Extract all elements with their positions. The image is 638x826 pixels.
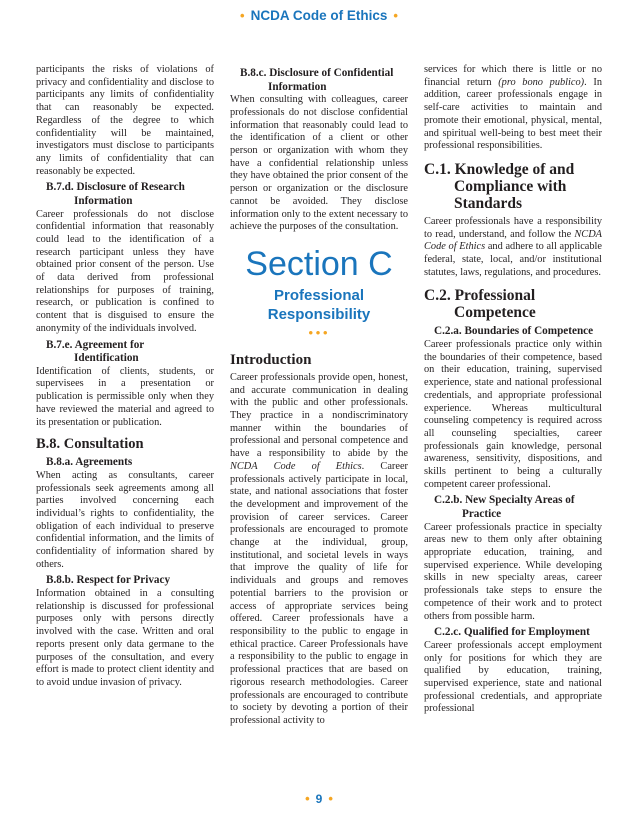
subheading-c2b: C.2.b. New Specialty Areas of Practice (434, 494, 575, 521)
heading-introduction: Introduction (230, 351, 312, 368)
section-title: Section C (245, 244, 393, 283)
column-right (424, 64, 602, 716)
subheading-b8c: B.8.c. Disclosure of Confidential Information (240, 67, 394, 93)
paragraph: Career professionals accept employment only for positions for which they are qualified by education, training, supervised experience, state and national professional credentials, and appropriate professional (424, 639, 602, 715)
column-left (36, 64, 214, 690)
page-number: 9 (315, 792, 323, 806)
paragraph: Career professionals practice only within the boundaries of their competence, based on their education, training, supervised experience, state and national professional credentials, and appropriate professional experience. Whereas multicultural counseling competency is required across all counseling specialties, career professionals gain knowledge, personal awareness, sensitivity, dispositions, and skills pertinent to being a culturally competent career professional. (424, 339, 602, 490)
subheading-b8a: B.8.a. Agreements (46, 456, 133, 469)
bullet-icon: • (240, 8, 245, 23)
bullet-icon: • (393, 8, 398, 23)
bullet-icon: • (305, 791, 310, 806)
column-middle (230, 64, 408, 728)
subheading-b7e: B.7.e. Agreement for Identification (46, 338, 145, 365)
paragraph: services for which there is little or no financial return (pro bono publico). In addition, career professionals engage in self-care activities to maintain and promote their emotional, physical, mental, and spiritual well-being to best meet their professional responsibilities. (424, 64, 602, 152)
paragraph: Identification of clients, students, or supervisees in a presentation or publication is permissible only when they have reviewed the material and agreed to its presentation or publication. (36, 365, 214, 428)
header-title: NCDA Code of Ethics (250, 8, 388, 23)
subheading-b7d: B.7.d. Disclosure of Research Information (46, 181, 185, 207)
paragraph: When consulting with colleagues, career professionals do not disclose confidential information that reasonably could lead to the identification of a client or other person or organization with whom they have a confidential relationship unless they have obtained the prior consent of the person or organization or the disclosure cannot be avoided. They disclose information only to the extent necessary to achieve the purposes of the consultation. (230, 94, 408, 233)
subheading-b8b: B.8.b. Respect for Privacy (46, 574, 171, 587)
paragraph: Career professionals do not disclose confidential information that reasonably could lead to the identification of a research participant unless they have obtained prior consent of the person. Use of data derived from professional relationships for purposes of training, research, or publication is confined to content that is disguised to ensure the anonymity of the individuals involved. (36, 208, 214, 334)
subheading-c2a: C.2.a. Boundaries of Competence (434, 325, 594, 338)
heading-c2: C.2. Professional Competence (424, 287, 536, 322)
heading-b8: B.8. Consultation (36, 436, 144, 453)
heading-c1: C.1. Knowledge of and Compliance with Standards (424, 160, 575, 212)
paragraph: When acting as consultants, career professionals seek agreements among all parties involved concerning each individual’s rights to confidentiality, the obligation of each individual to preserve confidential information, and the limits of confidentiality of information shared by others. (36, 469, 214, 570)
page-footer (0, 791, 638, 806)
paragraph: Career professionals practice in specialty areas new to them only after obtaining appropriate education, training, and supervised experience. While developing skills in new specialty areas, career professionals take steps to ensure the competence of their work and to protect others from possible harm. (424, 521, 602, 622)
decorative-dots: ••• (308, 325, 330, 342)
paragraph: Career professionals provide open, honest, and accurate communication in dealing with the public and other professionals. They practice in a nondiscriminatory manner within the boundaries of professional and personal competence and have a responsibility to abide by the NCDA Code of Ethics. Career professionals actively participate in local, state, and national associations that foster the development and improvement of the provision of career services. Career professionals are encouraged to promote change at the individual, group, institutional, and societal levels in ways that improve the quality of life for individuals and groups and removes potential barriers to the provision or access of appropriate services being offered. Career professionals have a responsibility to the public to engage in ethical practice. Career Professionals have a responsibility to the public to engage in professional practices that are based on rigorous research methodologies. Career professionals are encouraged to contribute to society by devoting a portion of their professional activity to (230, 371, 408, 726)
bullet-icon: • (328, 791, 333, 806)
page-header (0, 8, 638, 23)
section-subtitle: Professional Responsibility (267, 286, 371, 323)
subheading-c2c: C.2.c. Qualified for Employment (434, 626, 590, 639)
paragraph: Information obtained in a consulting relationship is discussed for professional purposes only with persons directly involved with the case. Written and oral reports present only data germane to the purposes of the consultation, and every effort is made to protect client identity and to avoid undue invasion of privacy. (36, 588, 214, 688)
paragraph: Career professionals have a responsibility to read, understand, and follow the NCDA Code of Ethics and adhere to all applicable federal, state, local, and/or institutional statutes, laws, regulations, and procedures. (424, 215, 603, 278)
paragraph: participants the risks of violations of privacy and confidentiality and disclose to participants any limits of confidentiality that can reasonably be expected. Regardless of the degree to which confidentiality will be maintained, investigators must disclose to participants any limits of confidentiality that can reasonably be expected. (36, 64, 214, 177)
